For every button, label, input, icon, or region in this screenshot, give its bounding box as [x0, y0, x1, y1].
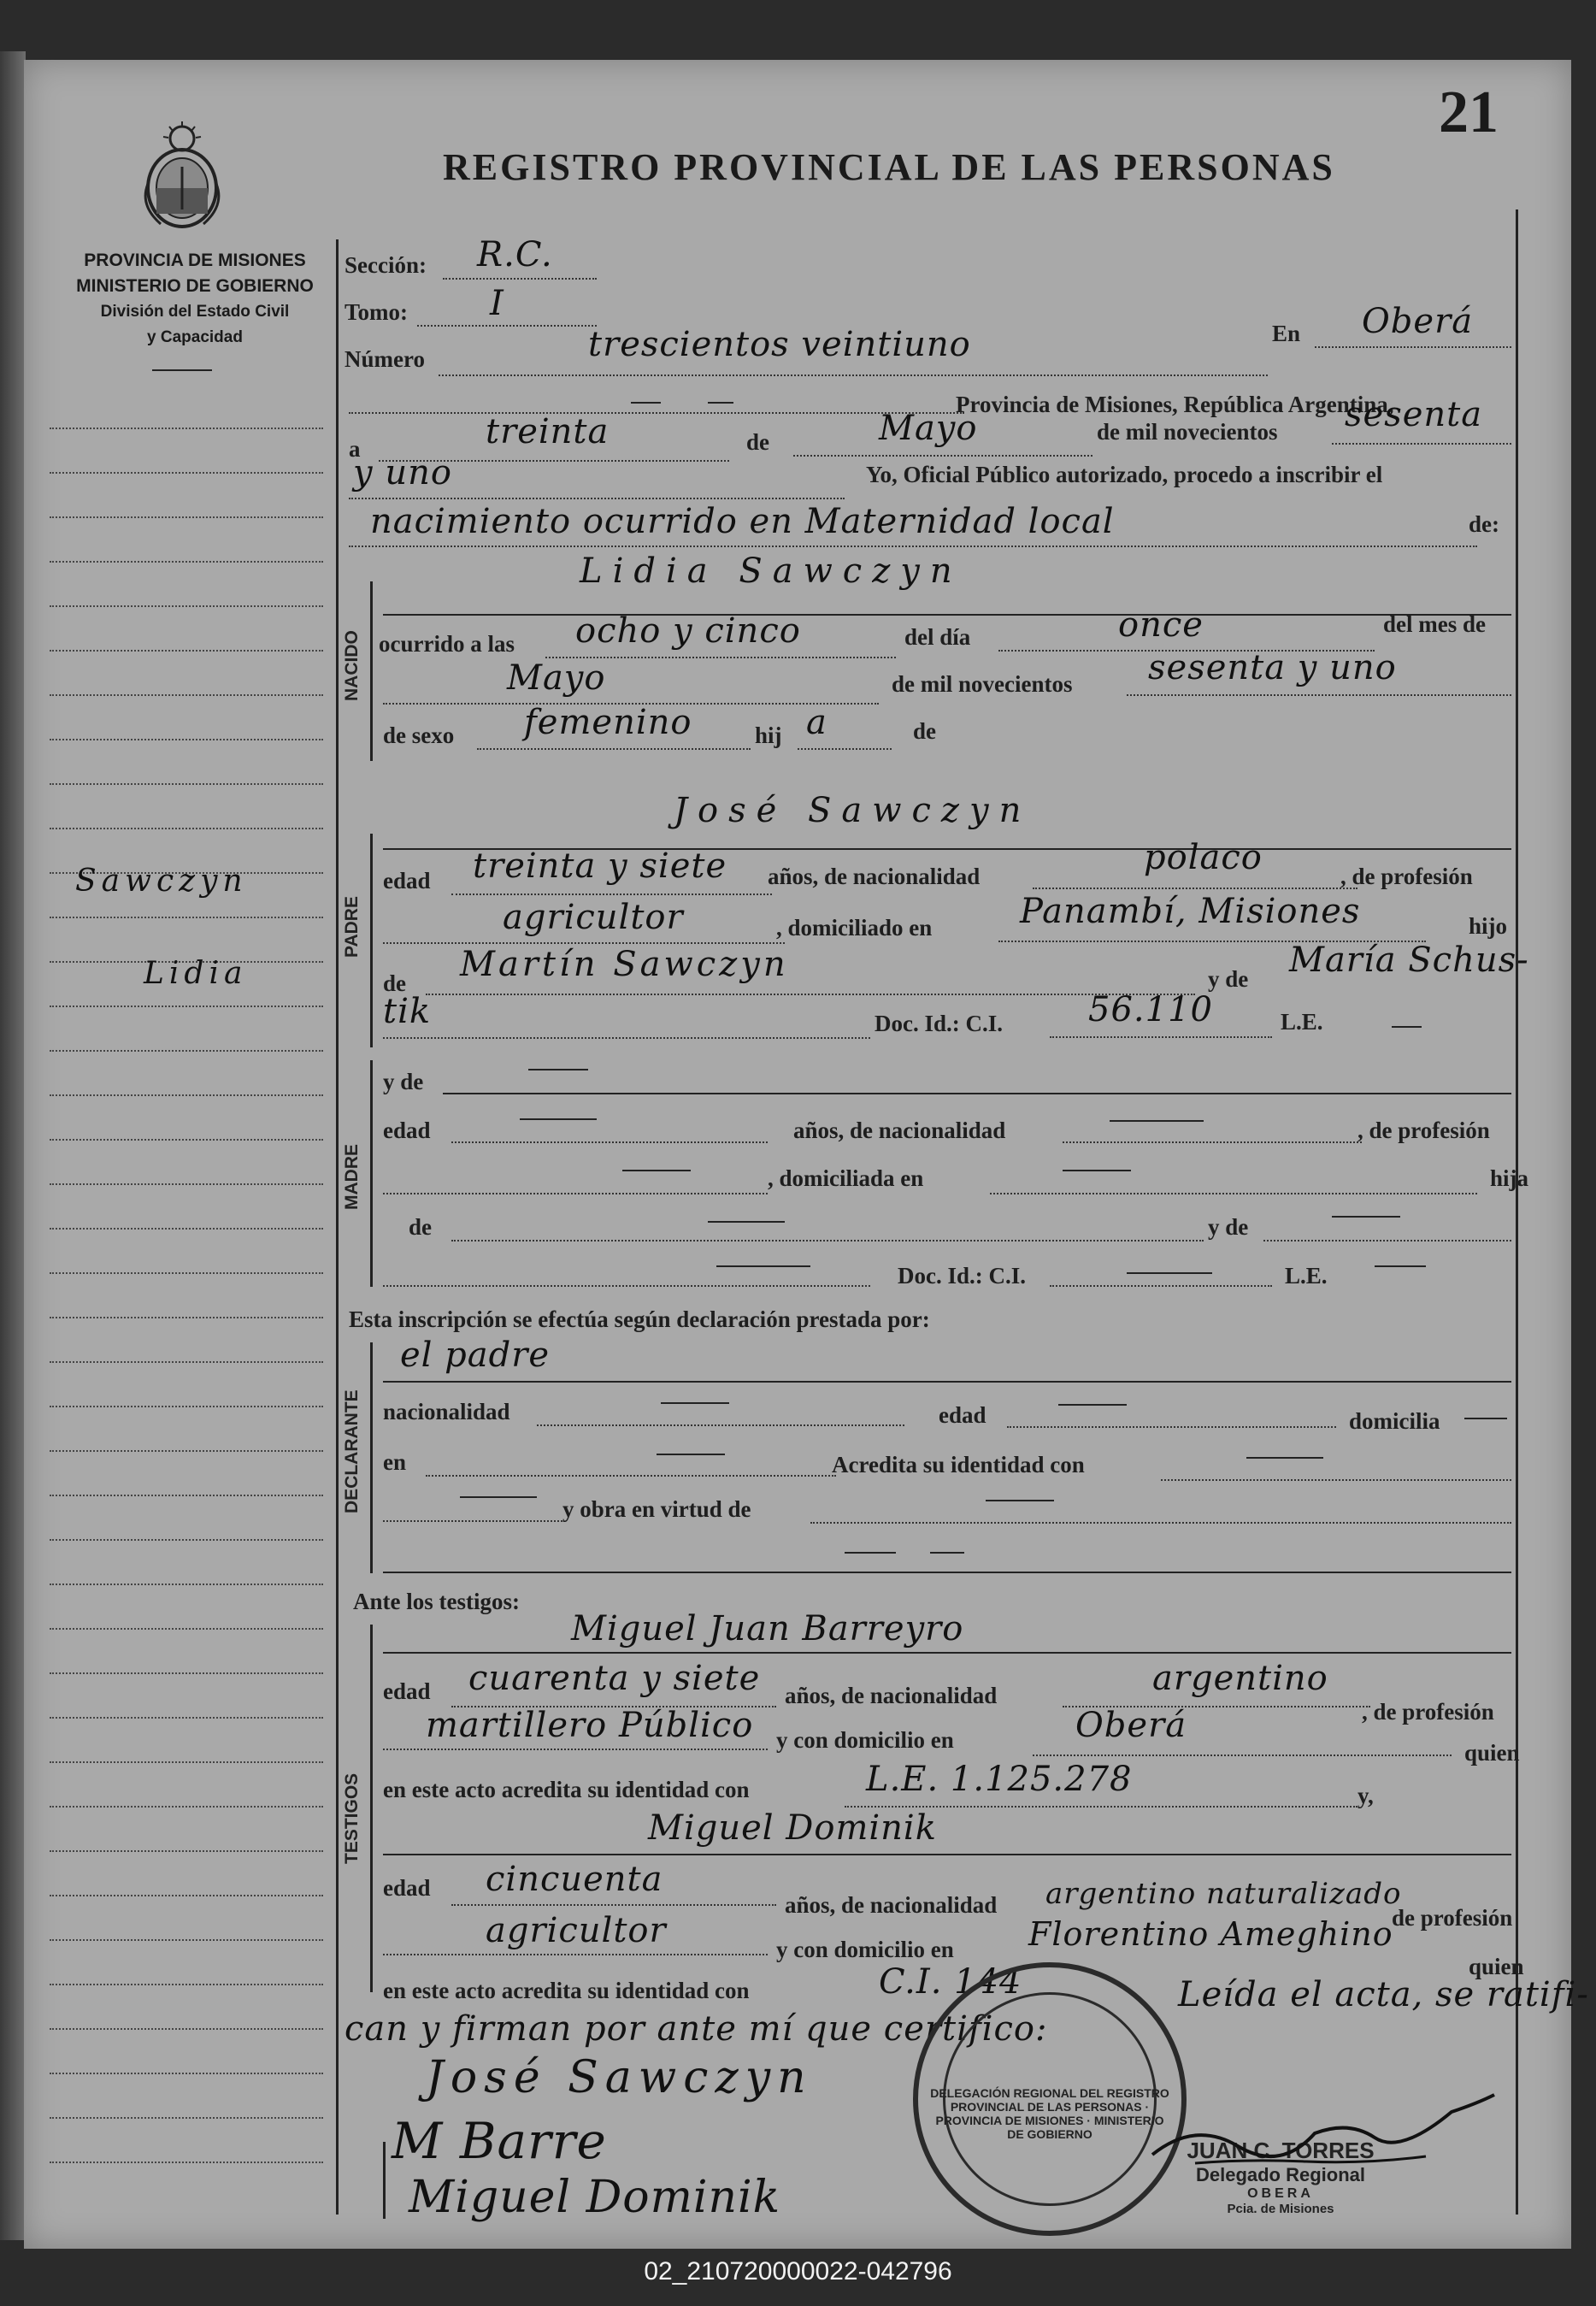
margin-surname: Sawczyn [75, 864, 248, 899]
declarante-edad-dash [1058, 1404, 1127, 1406]
seccion-field-line [443, 278, 597, 280]
padre-mother-value-cont: tik [383, 992, 432, 1031]
witness2-domicilio-value: Florentino Ameghino [1028, 1915, 1393, 1953]
del-mes-label: del mes de [1383, 611, 1486, 637]
declarante-intro: Esta inscripción se efectúa según declaración prestada por: [349, 1306, 930, 1332]
declarante-edad-field-line [1007, 1426, 1336, 1428]
witness1-doc-field-line [845, 1806, 1357, 1808]
signature-witness1: M Barre [392, 2112, 607, 2170]
padre-edad-value: treinta y siete [473, 846, 727, 886]
witness1-profesion-field-line [383, 1749, 768, 1750]
padre-mother-value: María Schus- [1289, 941, 1529, 980]
declarante-obra-field-line [810, 1522, 1511, 1524]
nacido-year-value: sesenta y uno [1148, 648, 1397, 687]
padre-le-dash [1392, 1026, 1422, 1028]
madre-nacionalidad-dash [1110, 1120, 1204, 1122]
madre-domiciliada-label: , domiciliada en [768, 1165, 924, 1191]
de-colon-label: de: [1469, 511, 1499, 537]
signature-left-rule [383, 2142, 386, 2219]
office-line-3: División del Estado Civil [100, 303, 290, 321]
year-field-line [1332, 443, 1511, 445]
declarante-nacionalidad-label: nacionalidad [383, 1399, 510, 1424]
tomo-value: I [490, 284, 504, 323]
padre-domiciliado-label: , domiciliado en [776, 915, 933, 941]
padre-bracket [370, 834, 373, 1047]
event-field-line [349, 546, 1477, 547]
witness1-y-label: y, [1357, 1783, 1374, 1808]
official-city: OBERA [1247, 2186, 1314, 2201]
witness2-profesion-value: agricultor [486, 1911, 667, 1950]
witness1-domicilio-value: Oberá [1075, 1706, 1187, 1745]
official-title: Delegado Regional [1195, 2164, 1366, 2185]
official-province: Pcia. de Misiones [1227, 2202, 1334, 2216]
declarante-acredita-label: Acredita su identidad con [832, 1452, 1085, 1477]
madre-edad-dash [520, 1118, 597, 1120]
madre-mother-field-line [1263, 1240, 1511, 1241]
declarante-en-field-line [426, 1475, 836, 1477]
madre-edad-label: edad [383, 1118, 431, 1143]
madre-doc-label: Doc. Id.: C.I. [898, 1263, 1027, 1289]
book-binding-edge [0, 51, 26, 2240]
padre-anos-label: años, de nacionalidad [768, 864, 981, 889]
madre-father-field-line [451, 1240, 1204, 1241]
madre-doc-field-line [1050, 1285, 1272, 1287]
testigos-bracket [370, 1625, 373, 1992]
en-label: En [1272, 321, 1301, 346]
witness1-acredita-label: en este acto acredita su identidad con [383, 1777, 750, 1802]
declarante-domicilia-dash [1464, 1418, 1507, 1419]
madre-father-dash [708, 1221, 785, 1223]
witness2-profesion-label: de profesión [1392, 1905, 1513, 1931]
page-title: REGISTRO PROVINCIAL DE LAS PERSONAS [443, 146, 1335, 188]
declarante-en-label: en [383, 1449, 406, 1475]
witness1-doc-value: L.E. 1.125.278 [866, 1760, 1133, 1799]
declarante-edad-label: edad [939, 1402, 986, 1428]
madre-mother-dash [1332, 1216, 1400, 1218]
blank-dash [708, 402, 733, 404]
witness2-name-rule [383, 1854, 1511, 1855]
office-line-1: PROVINCIA DE MISIONES [84, 251, 306, 270]
en-field-line [1315, 346, 1511, 348]
witness2-anos-label: años, de nacionalidad [785, 1892, 998, 1918]
office-underline [152, 369, 212, 371]
month-value: Mayo [879, 409, 978, 448]
nacido-month-value: Mayo [507, 658, 606, 698]
tomo-label: Tomo: [345, 299, 409, 325]
declarante-obra-blank-line [383, 1520, 562, 1522]
padre-doc-field-line [1050, 1036, 1272, 1038]
month-field-line [793, 455, 1092, 457]
declarante-value: el padre [400, 1336, 551, 1375]
official-signature-icon [1144, 2086, 1503, 2180]
declarante-value-rule [383, 1381, 1511, 1383]
madre-le-label: L.E. [1285, 1263, 1328, 1289]
province-text: Provincia de Misiones, República Argentina, [956, 392, 1394, 417]
witness1-anos-label: años, de nacionalidad [785, 1683, 998, 1708]
nacido-section-label: NACIDO [342, 630, 362, 701]
padre-profesion-field-line [383, 942, 785, 944]
witness2-edad-value: cincuenta [486, 1860, 663, 1899]
witness1-domicilio-field-line [1033, 1755, 1452, 1756]
witness2-nacionalidad-value: argentino naturalizado [1045, 1877, 1402, 1911]
madre-anos-label: años, de nacionalidad [793, 1118, 1006, 1143]
blank-field-line [349, 412, 964, 414]
padre-doc-label: Doc. Id.: C.I. [875, 1011, 1004, 1036]
madre-doc-dash [1127, 1272, 1212, 1274]
nacido-name: Lidia Sawczyn [580, 551, 963, 591]
madre-doc-blank-line [383, 1285, 870, 1287]
closing-text-2: can y firman por ante mí que certifico: [345, 2009, 1048, 2049]
sexo-label: de sexo [383, 722, 455, 748]
numero-label: Número [345, 346, 425, 372]
witness2-domicilio-label: y con domicilio en [776, 1937, 954, 1962]
hij-field-line [798, 748, 892, 750]
madre-domicilio-dash [1063, 1170, 1131, 1171]
padre-de-label: de [383, 970, 406, 996]
hij-value: a [806, 703, 827, 742]
padre-nacionalidad-field-line [1033, 888, 1357, 889]
padre-le-label: L.E. [1281, 1009, 1323, 1035]
witness1-domicilio-label: y con domicilio en [776, 1727, 954, 1753]
signature-father: José Sawczyn [426, 2052, 813, 2103]
declarante-obra-dash-1 [460, 1496, 537, 1498]
declarante-bracket [370, 1342, 373, 1573]
padre-domicilio-value: Panambí, Misiones [1020, 892, 1361, 931]
dia-value: once [1118, 605, 1204, 645]
office-header [50, 248, 340, 351]
declarante-obra-label: y obra en virtud de [562, 1496, 751, 1522]
witness1-name-rule [383, 1652, 1511, 1654]
declarante-obra-dash-2 [986, 1500, 1054, 1501]
witness1-edad-value: cuarenta y siete [468, 1659, 761, 1698]
page-number: 21 [1439, 80, 1499, 145]
closing-text: Leída el acta, se ratifi- [1178, 1975, 1589, 2014]
declarante-domicilia-label: domicilia [1349, 1408, 1440, 1434]
nacido-bracket [370, 581, 373, 761]
declarante-obra-dash-4 [930, 1552, 964, 1554]
declarante-section-label: DECLARANTE [342, 1389, 362, 1513]
padre-name: José Sawczyn [674, 791, 1032, 830]
registry-seal-text: DELEGACIÓN REGIONAL DEL REGISTRO PROVINCIAL DE LAS PERSONAS · PROVINCIA DE MISIONES · MINISTERIO DE GOBIERNO [930, 2086, 1169, 2141]
witness1-name: Miguel Juan Barreyro [571, 1609, 964, 1648]
madre-y-de-label: y de [383, 1069, 424, 1094]
declarante-acredita-field-line [1161, 1479, 1511, 1481]
madre-profesion-dash [622, 1170, 691, 1171]
image-code: 02_210720000022-042796 [644, 2257, 952, 2285]
ocurrido-label: ocurrido a las [379, 631, 515, 657]
testigos-section-label: TESTIGOS [342, 1772, 362, 1864]
blank-dash [631, 402, 661, 404]
declarante-obra-dash-3 [845, 1552, 896, 1554]
padre-hijo-label: hijo [1469, 913, 1508, 939]
declarante-acredita-dash [1246, 1457, 1323, 1459]
madre-doc-blank-dash [716, 1265, 810, 1267]
witness1-profesion-label: , de profesión [1362, 1699, 1494, 1725]
seccion-label: Sección: [345, 252, 427, 278]
testigos-intro: Ante los testigos: [353, 1589, 520, 1614]
madre-hija-label: hija [1490, 1165, 1529, 1191]
en-value: Oberá [1362, 302, 1474, 341]
office-line-2: MINISTERIO DE GOBIERNO [76, 276, 314, 296]
a-label: a [349, 436, 361, 462]
hij-label: hij [755, 722, 782, 748]
padre-nacionalidad-value: polaco [1144, 838, 1263, 877]
witness2-doc-value: C.I. 144 [879, 1962, 1022, 2002]
year-value: sesenta [1345, 395, 1483, 434]
de-label: de [746, 429, 769, 455]
padre-profesion-label: , de profesión [1340, 864, 1473, 889]
witness2-quien-label: quien [1469, 1954, 1524, 1979]
main-frame-left [336, 239, 339, 2215]
nacido-year-field-line [1127, 694, 1511, 696]
madre-y-de-label-2: y de [1208, 1214, 1249, 1240]
padre-edad-field-line [451, 894, 772, 895]
madre-bracket [370, 1060, 373, 1287]
witness1-quien-label: quien [1464, 1740, 1520, 1766]
witness2-profesion-field-line [383, 1954, 768, 1955]
padre-profesion-value: agricultor [503, 898, 684, 937]
madre-profesion-field-line [383, 1193, 768, 1194]
padre-father-value: Martín Sawczyn [460, 945, 789, 984]
year-value-cont: y uno [353, 453, 452, 492]
oficial-text: Yo, Oficial Público autorizado, procedo a inscribir el [866, 462, 1383, 487]
witness1-edad-label: edad [383, 1678, 431, 1704]
declarante-nacionalidad-field-line [537, 1424, 904, 1426]
nacido-de-label: de [913, 718, 936, 744]
signature-witness2: Miguel Dominik [409, 2172, 781, 2223]
day-value: treinta [486, 412, 610, 451]
sexo-value: femenino [524, 703, 692, 742]
nacido-top-rule [383, 614, 1511, 616]
hour-value: ocho y cinco [575, 611, 801, 651]
witness2-edad-field-line [451, 1904, 776, 1906]
argentina-coat-of-arms-icon [135, 120, 229, 231]
nacido-year-label: de mil novecientos [892, 671, 1073, 697]
numero-value: trescientos veintiuno [588, 325, 971, 364]
year-cont-field-line [349, 498, 845, 499]
witness1-profesion-value: martillero Público [426, 1706, 754, 1745]
official-name: JUAN C. TORRES [1187, 2138, 1375, 2163]
witness2-acredita-label: en este acto acredita su identidad con [383, 1978, 750, 2003]
declarante-nacionalidad-dash [661, 1402, 729, 1404]
madre-le-dash [1375, 1265, 1426, 1267]
office-line-4: y Capacidad [147, 328, 243, 346]
madre-de-label: de [409, 1214, 432, 1240]
padre-doc-value: 56.110 [1088, 990, 1213, 1029]
margin-given-name: Lidia [144, 956, 248, 991]
madre-section-label: MADRE [342, 1144, 362, 1210]
padre-father-field-line [426, 994, 1195, 995]
witness2-name: Miguel Dominik [648, 1808, 937, 1848]
declarante-bottom-rule [383, 1572, 1511, 1573]
padre-y-de-label: y de [1208, 966, 1249, 992]
sexo-field-line [477, 748, 751, 750]
declarante-en-dash [657, 1454, 725, 1455]
register-page [24, 60, 1589, 2249]
year-label: de mil novecientos [1097, 419, 1278, 445]
seccion-value: R.C. [477, 235, 553, 274]
padre-section-label: PADRE [342, 896, 362, 958]
del-dia-label: del día [904, 624, 971, 650]
numero-field-line [439, 375, 1268, 376]
main-frame-right [1516, 209, 1518, 2215]
madre-edad-field-line [451, 1141, 768, 1143]
witness1-nacionalidad-value: argentino [1152, 1659, 1328, 1698]
madre-domicilio-field-line [990, 1193, 1477, 1194]
madre-name-rule [443, 1093, 1511, 1094]
event-value: nacimiento ocurrido en Maternidad local [370, 502, 1115, 541]
madre-name-dash [528, 1069, 588, 1070]
madre-nacionalidad-field-line [1063, 1141, 1362, 1143]
padre-edad-label: edad [383, 868, 431, 894]
padre-mother-cont-field-line [383, 1037, 870, 1039]
witness2-edad-label: edad [383, 1875, 431, 1901]
madre-profesion-label: , de profesión [1357, 1118, 1490, 1143]
tomo-field-line [417, 325, 597, 327]
